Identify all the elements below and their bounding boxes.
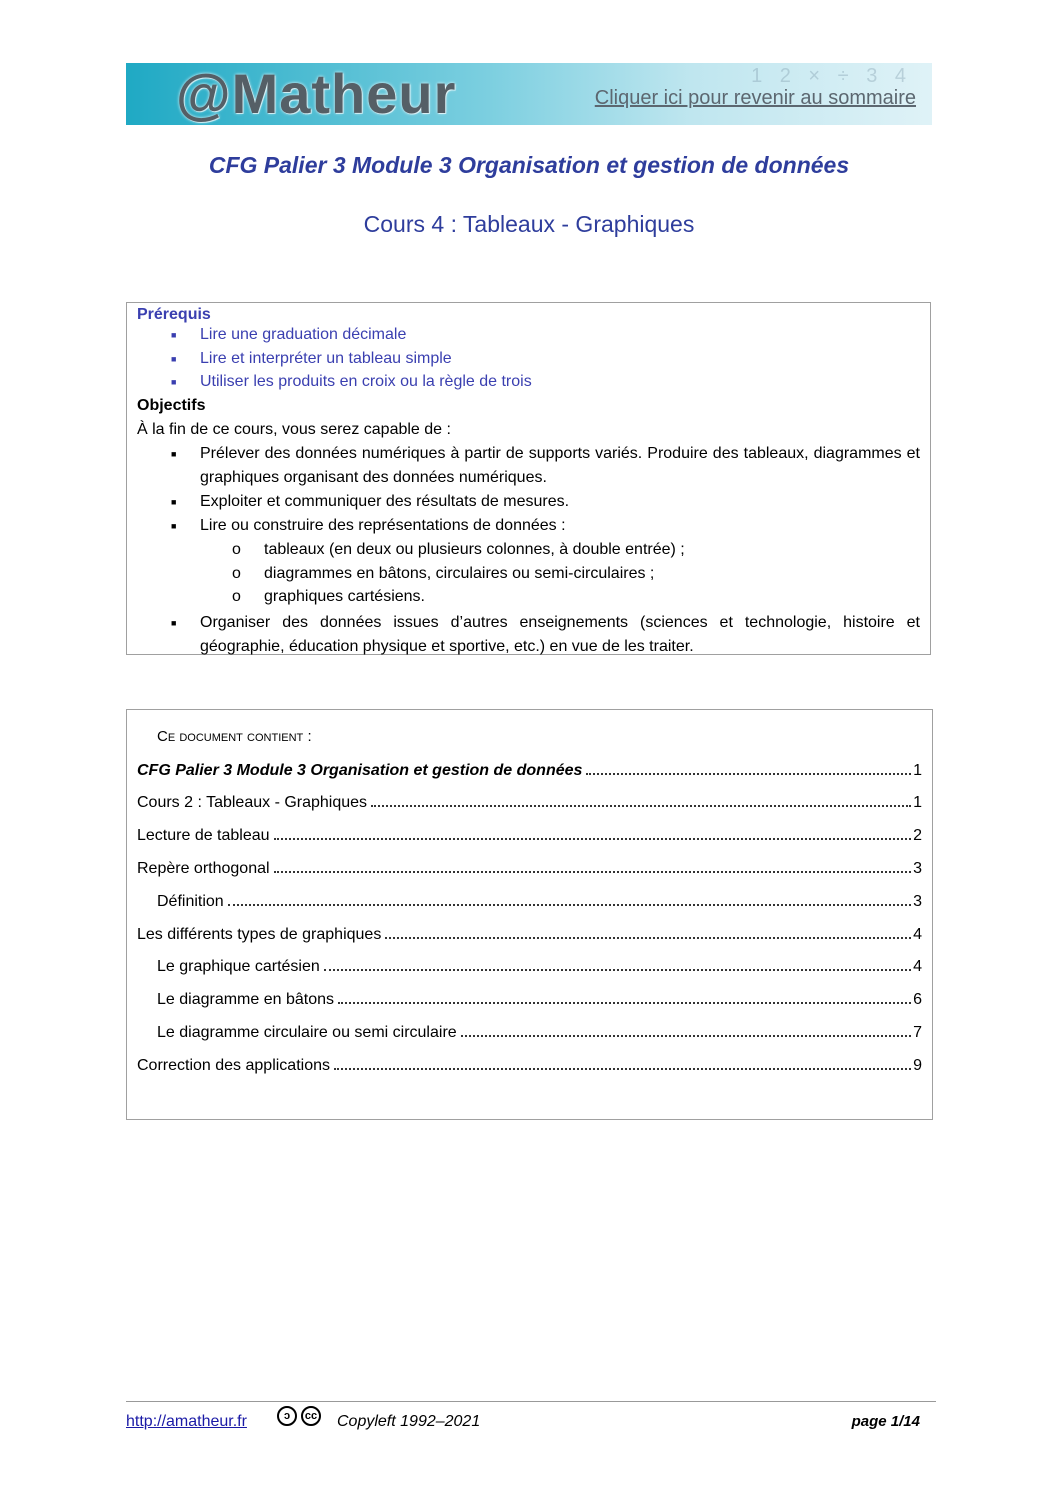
toc-entry[interactable]: Repère orthogonal 3 (137, 860, 922, 877)
footer-site-link[interactable]: http://amatheur.fr (126, 1413, 247, 1430)
square-bullet-icon: ■ (171, 330, 177, 340)
copyleft-icon: ↄ (277, 1406, 297, 1426)
toc-entry[interactable]: Définition 3 (157, 893, 922, 910)
prerequisites-objectives-box: Prérequis ■ Lire une graduation décimale ■ Lire et interpréter un tableau simple ■ Utiliser les produits en croix ou la règle de trois Objectifs À la fin de ce cours, vous serez capable de : ■ Prélever des données numériques à partir de supports variés. Produire des tableaux, diagrammes et graphiques organisant des données numériques. ■ Exploiter et communiquer des résultats de mesures. ■ Lire ou construire des représentations de données : o tableaux (en deux ou plusieurs colonnes, à double entrée) ; o diagrammes en bâtons, circulaires ou semi-circulaires ; o graphiques cartésiens. ■ Organiser des données issues d’autres enseignements (sciences et technologie, histoire et géographie, éducation physique et sportive, etc.) en vue de les traiter. (126, 302, 931, 655)
circle-bullet-icon: o (232, 541, 241, 558)
prereq-heading: Prérequis (137, 306, 211, 323)
toc-entry[interactable]: Le graphique cartésien 4 (157, 958, 922, 975)
toc-entry[interactable]: Cours 2 : Tableaux - Graphiques 1 (137, 794, 922, 811)
site-logo: @Matheur (176, 63, 457, 125)
footer-copyleft: Copyleft 1992–2021 (337, 1413, 481, 1430)
header-banner (126, 63, 932, 125)
square-bullet-icon: ■ (171, 354, 177, 364)
objectives-intro: À la fin de ce cours, vous serez capable de : (137, 421, 451, 438)
toc-entry[interactable]: Lecture de tableau 2 (137, 827, 922, 844)
toc-heading: Ce document contient : (157, 728, 312, 745)
table-of-contents (126, 709, 933, 1120)
square-bullet-icon: ■ (171, 497, 177, 507)
square-bullet-icon: ■ (171, 377, 177, 387)
toc-entry[interactable]: Correction des applications 9 (137, 1057, 922, 1074)
creative-commons-icon: cc (301, 1406, 321, 1426)
license-icons (277, 1406, 321, 1426)
circle-bullet-icon: o (232, 565, 241, 582)
footer-divider (126, 1401, 936, 1402)
back-to-summary-link[interactable]: Cliquer ici pour revenir au sommaire (594, 87, 916, 109)
banner-decoration: 1 2 × ÷ 3 4 (751, 65, 912, 87)
square-bullet-icon: ■ (171, 618, 177, 628)
toc-entry[interactable]: Les différents types de graphiques 4 (137, 926, 922, 943)
square-bullet-icon: ■ (171, 449, 177, 459)
objectives-heading: Objectifs (137, 397, 206, 414)
toc-entry[interactable]: Le diagramme circulaire ou semi circulaire 7 (157, 1024, 922, 1041)
page-number: page 1/14 (851, 1413, 920, 1430)
toc-entry[interactable]: CFG Palier 3 Module 3 Organisation et gestion de données 1 (137, 762, 922, 779)
document-title: CFG Palier 3 Module 3 Organisation et gestion de données (208, 152, 850, 178)
square-bullet-icon: ■ (171, 521, 177, 531)
document-subtitle: Cours 4 : Tableaux - Graphiques (363, 211, 695, 237)
circle-bullet-icon: o (232, 588, 241, 605)
toc-entry[interactable]: Le diagramme en bâtons 6 (157, 991, 922, 1008)
